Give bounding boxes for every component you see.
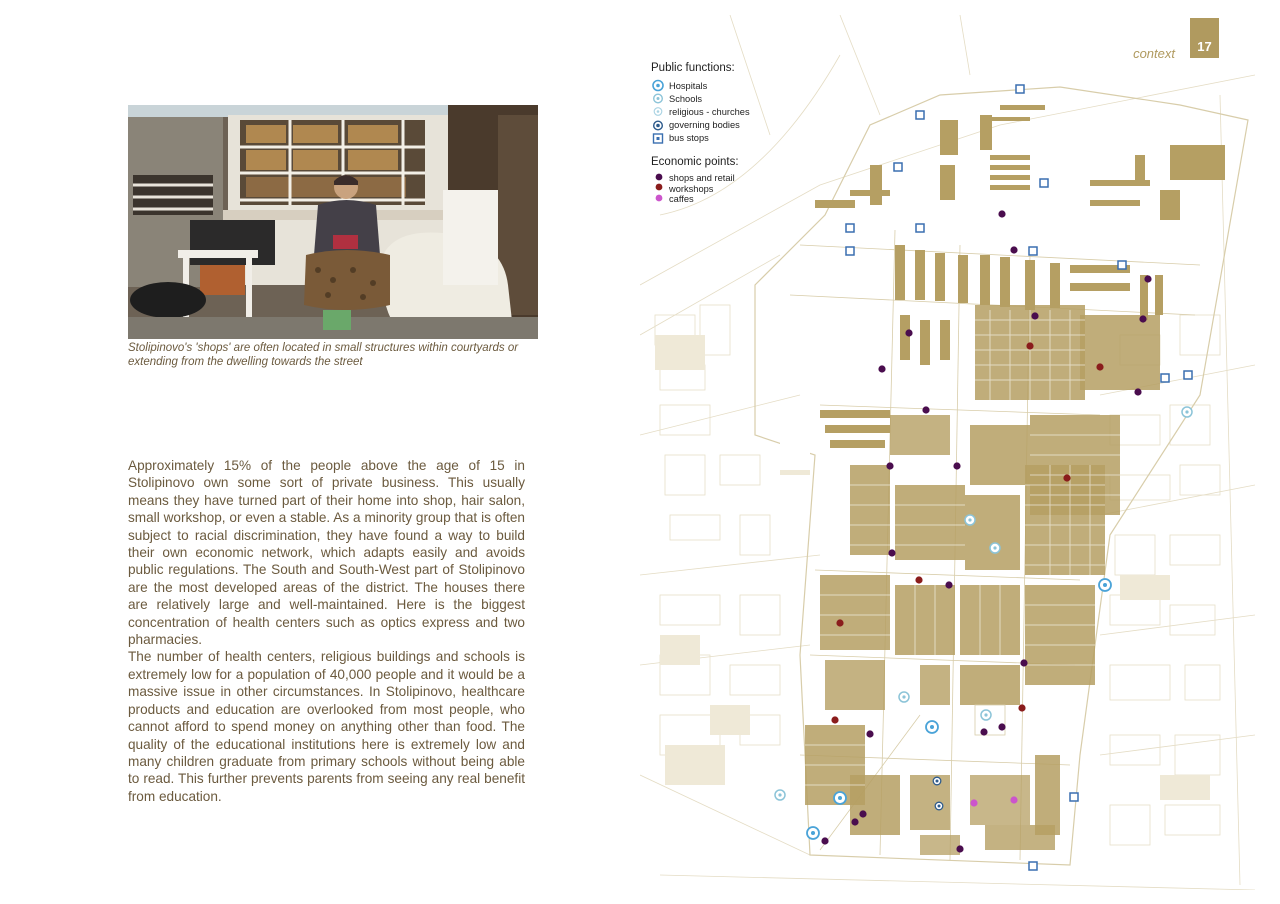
legend-economic-title: Economic points:	[651, 155, 739, 168]
shop-point[interactable]	[998, 723, 1005, 730]
workshop-markers	[831, 342, 1103, 723]
legend-item-workshops	[651, 183, 791, 194]
bus-stop-icon[interactable]	[1029, 247, 1037, 255]
governing-body-icon	[651, 119, 669, 132]
workshop-point[interactable]	[1026, 342, 1033, 349]
legend-label: shops and retail	[669, 173, 735, 184]
workshop-point[interactable]	[1018, 704, 1025, 711]
legend-label: Schools	[669, 93, 703, 104]
governing-body-markers	[933, 777, 943, 810]
bus-stop-icon[interactable]	[1040, 179, 1048, 187]
workshop-point[interactable]	[831, 716, 838, 723]
legend-public-title: Public functions:	[651, 62, 735, 74]
bus-stop-icon[interactable]	[1118, 261, 1126, 269]
caffe-point[interactable]	[970, 799, 977, 806]
section-label: context	[1133, 46, 1175, 61]
school-icon[interactable]	[1182, 407, 1192, 417]
school-icon[interactable]	[899, 692, 909, 702]
shop-point[interactable]	[1020, 659, 1027, 666]
shop-point[interactable]	[1010, 246, 1017, 253]
shop-point[interactable]	[866, 730, 873, 737]
legend-label: religious - churches	[669, 106, 750, 117]
legend-item-shops	[651, 173, 791, 184]
shop-point[interactable]	[956, 845, 963, 852]
church-icon	[651, 105, 669, 118]
legend-label: caffes	[669, 194, 694, 205]
legend-item-hospitals	[651, 79, 791, 92]
workshop-point[interactable]	[915, 576, 922, 583]
shop-point[interactable]	[1144, 275, 1151, 282]
hospital-icon[interactable]	[926, 721, 938, 733]
photo-caption: Stolipinovo's 'shops' are often located in small structures within courtyards or extending from the dwelling towards the street	[128, 342, 519, 368]
body-paragraph-2: The number of health centers, religious buildings and schools is extremely low for a population of 40,000 people and it would be a massive issue in other circumstances. In Stolipinovo, healthcare products and education are overlooked from most people, who cannot afford to spend money on anything other than food. The quality of the educational institutions here is extremely low and many children graduate from primary schools without being able to read. This further prevents parents from seeing any real benefit from education.	[128, 649, 525, 804]
shop-point[interactable]	[878, 365, 885, 372]
legend-item-churches	[651, 105, 791, 118]
shop-point[interactable]	[888, 549, 895, 556]
shop-point[interactable]	[998, 210, 1005, 217]
shop-point[interactable]	[821, 837, 828, 844]
shop-point[interactable]	[1139, 315, 1146, 322]
bus-stop-icon[interactable]	[894, 163, 902, 171]
shop-point[interactable]	[851, 818, 858, 825]
bus-stop-icon[interactable]	[1184, 371, 1192, 379]
caffe-point[interactable]	[1010, 796, 1017, 803]
governing-body-icon[interactable]	[933, 777, 941, 785]
hospital-markers	[807, 579, 1111, 839]
workshop-point[interactable]	[836, 619, 843, 626]
hospital-icon[interactable]	[807, 827, 819, 839]
shop-point[interactable]	[980, 728, 987, 735]
map-legend	[651, 62, 791, 204]
workshop-point[interactable]	[1096, 363, 1103, 370]
hospital-icon	[651, 79, 669, 92]
school-icon[interactable]	[775, 790, 785, 800]
legend-item-caffes	[651, 194, 791, 205]
school-icon[interactable]	[965, 515, 975, 525]
shop-point[interactable]	[1031, 312, 1038, 319]
shop-point[interactable]	[886, 462, 893, 469]
legend-label: bus stops	[669, 133, 709, 144]
legend-item-governing	[651, 119, 791, 132]
bus-stop-icon[interactable]	[846, 224, 854, 232]
legend-item-schools	[651, 92, 791, 105]
governing-body-icon[interactable]	[935, 802, 943, 810]
legend-label: governing bodies	[669, 120, 740, 131]
bus-stop-icon[interactable]	[1016, 85, 1024, 93]
shop-point[interactable]	[945, 581, 952, 588]
bus-stop-icon[interactable]	[916, 224, 924, 232]
body-text	[128, 457, 525, 805]
school-icon	[651, 92, 669, 105]
hospital-icon[interactable]	[1099, 579, 1111, 591]
shop-point[interactable]	[922, 406, 929, 413]
bus-stop-icon[interactable]	[1029, 862, 1037, 870]
shop-photo	[128, 105, 538, 339]
bus-stop-icon[interactable]	[1161, 374, 1169, 382]
shop-point[interactable]	[1134, 388, 1141, 395]
bus-stop-icon	[651, 132, 669, 145]
bus-stop-markers	[846, 85, 1192, 870]
shop-point[interactable]	[859, 810, 866, 817]
school-icon[interactable]	[990, 543, 1000, 553]
shop-point[interactable]	[905, 329, 912, 336]
bus-stop-icon[interactable]	[916, 111, 924, 119]
bus-stop-icon[interactable]	[1070, 793, 1078, 801]
bus-stop-icon[interactable]	[846, 247, 854, 255]
caffe-markers	[970, 796, 1017, 806]
shop-markers	[821, 210, 1151, 852]
hospital-icon[interactable]	[834, 792, 846, 804]
shop-point[interactable]	[953, 462, 960, 469]
page-number-text: 17	[1197, 39, 1212, 54]
legend-label: workshops	[669, 183, 714, 194]
school-markers	[775, 407, 1192, 800]
caffe-dot-icon	[651, 193, 669, 206]
school-icon[interactable]	[981, 710, 991, 720]
legend-item-bus-stops	[651, 132, 791, 145]
workshop-point[interactable]	[1063, 474, 1070, 481]
body-paragraph-1: Approximately 15% of the people above the age of 15 in Stolipinovo own some sort of private business. This usually means they have turned part of their home into shop, hair salon, small workshop, or even a stable. As a minority group that is often subject to racial discrimination, they have found a way to build their own economic network, which adapts easily and avoids public regulations. The South and South-West part of Stolipinovo are the most developed areas of the district. The houses there are relatively large and well-maintained. Here is the biggest concentration of health centers such as optics express and two pharmacies.	[128, 458, 525, 648]
legend-label: Hospitals	[669, 80, 708, 91]
